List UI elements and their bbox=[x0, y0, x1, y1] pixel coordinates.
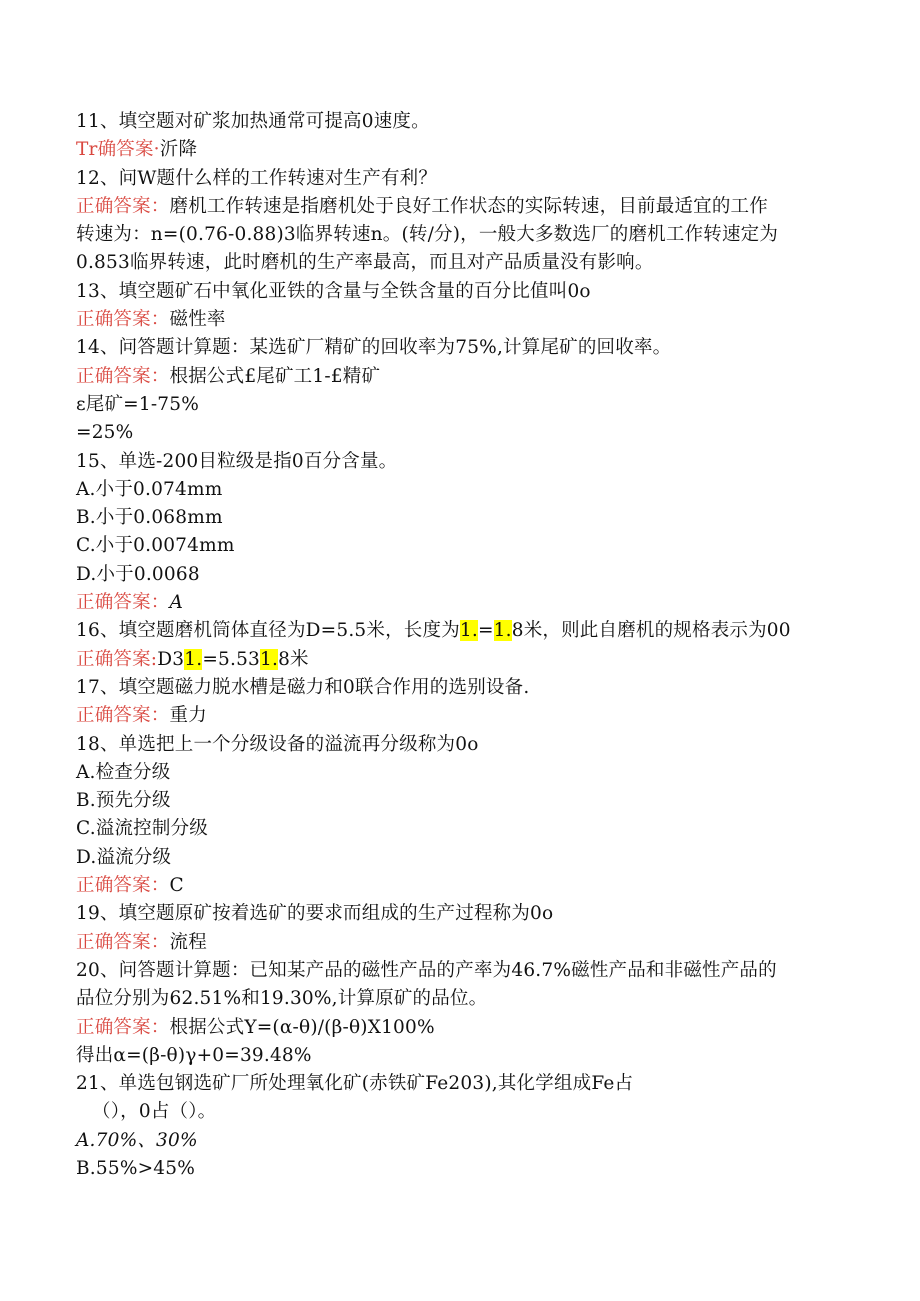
answer-20-line-2: 得出α=(β-θ)γ+0=39.48% bbox=[76, 1044, 312, 1066]
answer-text: =5.53 bbox=[202, 648, 261, 670]
answer-15 bbox=[76, 589, 856, 617]
question-18: 18、单选把上一个分级设备的溢流再分级称为0o bbox=[76, 733, 479, 755]
answer-text: C bbox=[169, 875, 184, 897]
answer-19 bbox=[76, 929, 856, 957]
option-a: A.检查分级 bbox=[76, 761, 171, 783]
highlight: 1. bbox=[493, 620, 512, 642]
answer-label: 正确答案： bbox=[76, 365, 170, 387]
answer-label: 正确答案： bbox=[76, 592, 170, 614]
answer-11 bbox=[76, 136, 856, 164]
answer-text: 磨机工作转速是指磨机处于良好工作状态的实际转速，目前最适宜的工作 bbox=[169, 195, 768, 217]
question-text: 16、填空题磨机筒体直径为D=5.5米，长度为 bbox=[76, 620, 460, 642]
answer-label: 正确答案: bbox=[76, 648, 158, 670]
option-b: B.小于0.068mm bbox=[76, 507, 223, 529]
answer-text: A bbox=[169, 592, 184, 614]
answer-text: 根据公式Y=(α-θ)/(β-θ)X100% bbox=[169, 1016, 435, 1038]
question-text: = bbox=[477, 620, 494, 642]
answer-14-line-3: =25% bbox=[76, 422, 134, 444]
question-21: 21、单选包钢选矿厂所处理氧化矿(赤铁矿Fe203),其化学组成Fe占 bbox=[76, 1073, 634, 1095]
answer-12 bbox=[76, 193, 856, 221]
question-20-line-2: 品位分别为62.51%和19.30%,计算原矿的品位。 bbox=[76, 988, 488, 1010]
question-16 bbox=[76, 617, 856, 645]
answer-18 bbox=[76, 872, 856, 900]
answer-label: 正确答案： bbox=[76, 195, 170, 217]
option-c: C.溢流控制分级 bbox=[76, 818, 208, 840]
option-b: B.55%>45% bbox=[76, 1157, 196, 1179]
document-page bbox=[76, 108, 856, 1183]
option-a: A.小于0.074mm bbox=[76, 478, 223, 500]
question-12: 12、问W题什么样的工作转速对生产有利？ bbox=[76, 167, 438, 189]
answer-17 bbox=[76, 702, 856, 730]
answer-text: 重力 bbox=[169, 705, 207, 727]
question-17: 17、填空题磁力脱水槽是磁力和0联合作用的选别设备. bbox=[76, 676, 530, 698]
question-13: 13、填空题矿石中氧化亚铁的含量与全铁含量的百分比值叫0o bbox=[76, 280, 591, 302]
answer-text: 沂降 bbox=[159, 139, 198, 161]
answer-label: 正确答案： bbox=[76, 931, 170, 953]
highlight: 1. bbox=[459, 620, 478, 642]
question-20: 20、问答题计算题：已知某产品的磁性产品的产率为46.7%磁性产品和非磁性产品的 bbox=[76, 959, 777, 981]
answer-label: Tr确答案· bbox=[76, 139, 160, 161]
answer-text: 流程 bbox=[169, 931, 207, 953]
option-d: D.小于0.0068 bbox=[76, 563, 200, 585]
question-text: 8米，则此自磨机的规格表示为00 bbox=[511, 620, 791, 642]
answer-text: D3 bbox=[157, 648, 185, 670]
answer-14 bbox=[76, 363, 856, 391]
answer-14-line-2: ε尾矿=1-75% bbox=[76, 393, 200, 415]
option-a: A.70%、30% bbox=[76, 1129, 198, 1151]
answer-label: 正确答案： bbox=[76, 875, 170, 897]
answer-20 bbox=[76, 1014, 856, 1042]
answer-text: 磁性率 bbox=[169, 309, 226, 331]
answer-text: 8米 bbox=[278, 648, 309, 670]
question-19: 19、填空题原矿按着选矿的要求而组成的生产过程称为0o bbox=[76, 903, 554, 925]
answer-13 bbox=[76, 306, 856, 334]
question-11: 11、填空题对矿浆加热通常可提高0速度。 bbox=[76, 111, 430, 132]
answer-label: 正确答案： bbox=[76, 309, 170, 331]
answer-12-line-2: 转速为：n=(0.76-0.88)3临界转速n。(转/分)，一般大多数选厂的磨机工作转速定为 bbox=[76, 224, 779, 246]
question-15: 15、单选-200目粒级是指0百分含量。 bbox=[76, 450, 398, 472]
answer-text: 根据公式£尾矿工1-£精矿 bbox=[169, 365, 381, 387]
answer-label: 正确答案： bbox=[76, 705, 170, 727]
answer-label: 正确答案： bbox=[76, 1016, 170, 1038]
option-d: D.溢流分级 bbox=[76, 846, 172, 868]
question-14: 14、问答题计算题：某选矿厂精矿的回收率为75%,计算尾矿的回收率。 bbox=[76, 337, 672, 359]
option-b: B.预先分级 bbox=[76, 790, 171, 812]
highlight: 1. bbox=[184, 648, 203, 670]
answer-16 bbox=[76, 646, 856, 674]
highlight: 1. bbox=[260, 648, 279, 670]
option-c: C.小于0.0074mm bbox=[76, 535, 235, 557]
question-21-line-2: （），0占（）。 bbox=[92, 1101, 217, 1123]
answer-12-line-3: 0.853临界转速，此时磨机的生产率最高，而且对产品质量没有影响。 bbox=[76, 252, 654, 274]
